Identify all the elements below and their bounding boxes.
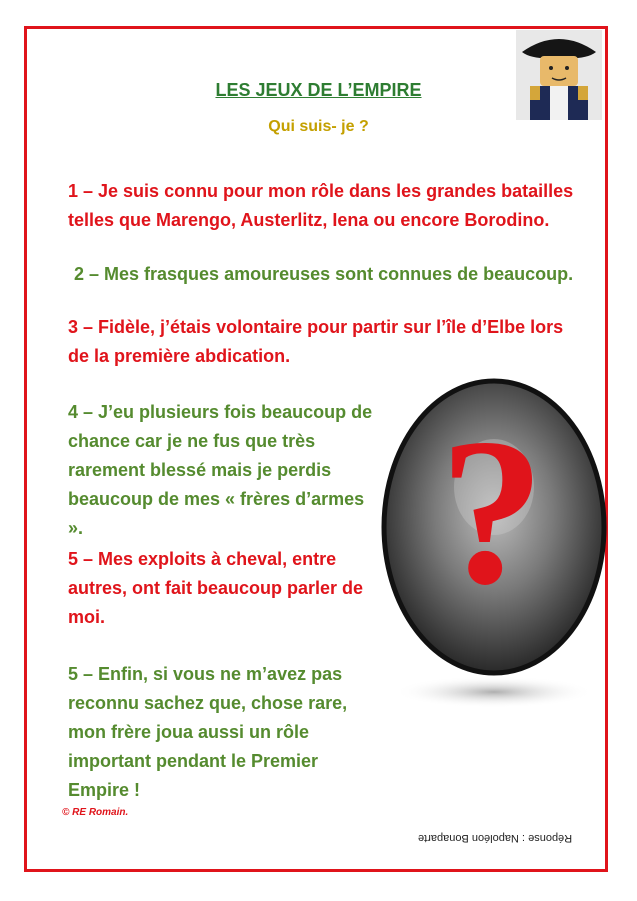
clue-2: 2 – Mes frasques amoureuses sont connues de beaucoup. bbox=[74, 264, 574, 284]
question-mark-icon: ? bbox=[439, 396, 545, 628]
mystery-portrait bbox=[380, 377, 608, 707]
toy-soldier-figure bbox=[516, 30, 602, 120]
copyright-note: © RE Romain. bbox=[62, 807, 129, 818]
clue-5: 5 – Mes exploits à cheval, entre autres, ont fait beaucoup parler de moi. bbox=[68, 549, 364, 627]
page-subtitle: Qui suis- je ? bbox=[268, 118, 369, 135]
clue-1: 1 – Je suis connu pour mon rôle dans les grandes batailles telles que Marengo, Austerlitz, Iena ou encore Borodino. bbox=[68, 181, 574, 230]
clue-6: 5 – Enfin, si vous ne m’avez pas reconnu sachez que, chose rare, mon frère joua aussi un rôle important pendant le Premier Empire ! bbox=[68, 664, 348, 800]
page-title: LES JEUX DE L’EMPIRE bbox=[215, 80, 422, 100]
clue-4: 4 – J’eu plusieurs fois beaucoup de chance car je ne fus que très rarement blessé mais je perdis beaucoup de mes « frères d’armes ». bbox=[68, 402, 373, 538]
upside-down-answer: Réponse : Napoléon Bonaparte bbox=[418, 832, 573, 844]
clue-3: 3 – Fidèle, j’étais volontaire pour partir sur l’île d’Elbe lors de la première abdication. bbox=[68, 317, 564, 366]
